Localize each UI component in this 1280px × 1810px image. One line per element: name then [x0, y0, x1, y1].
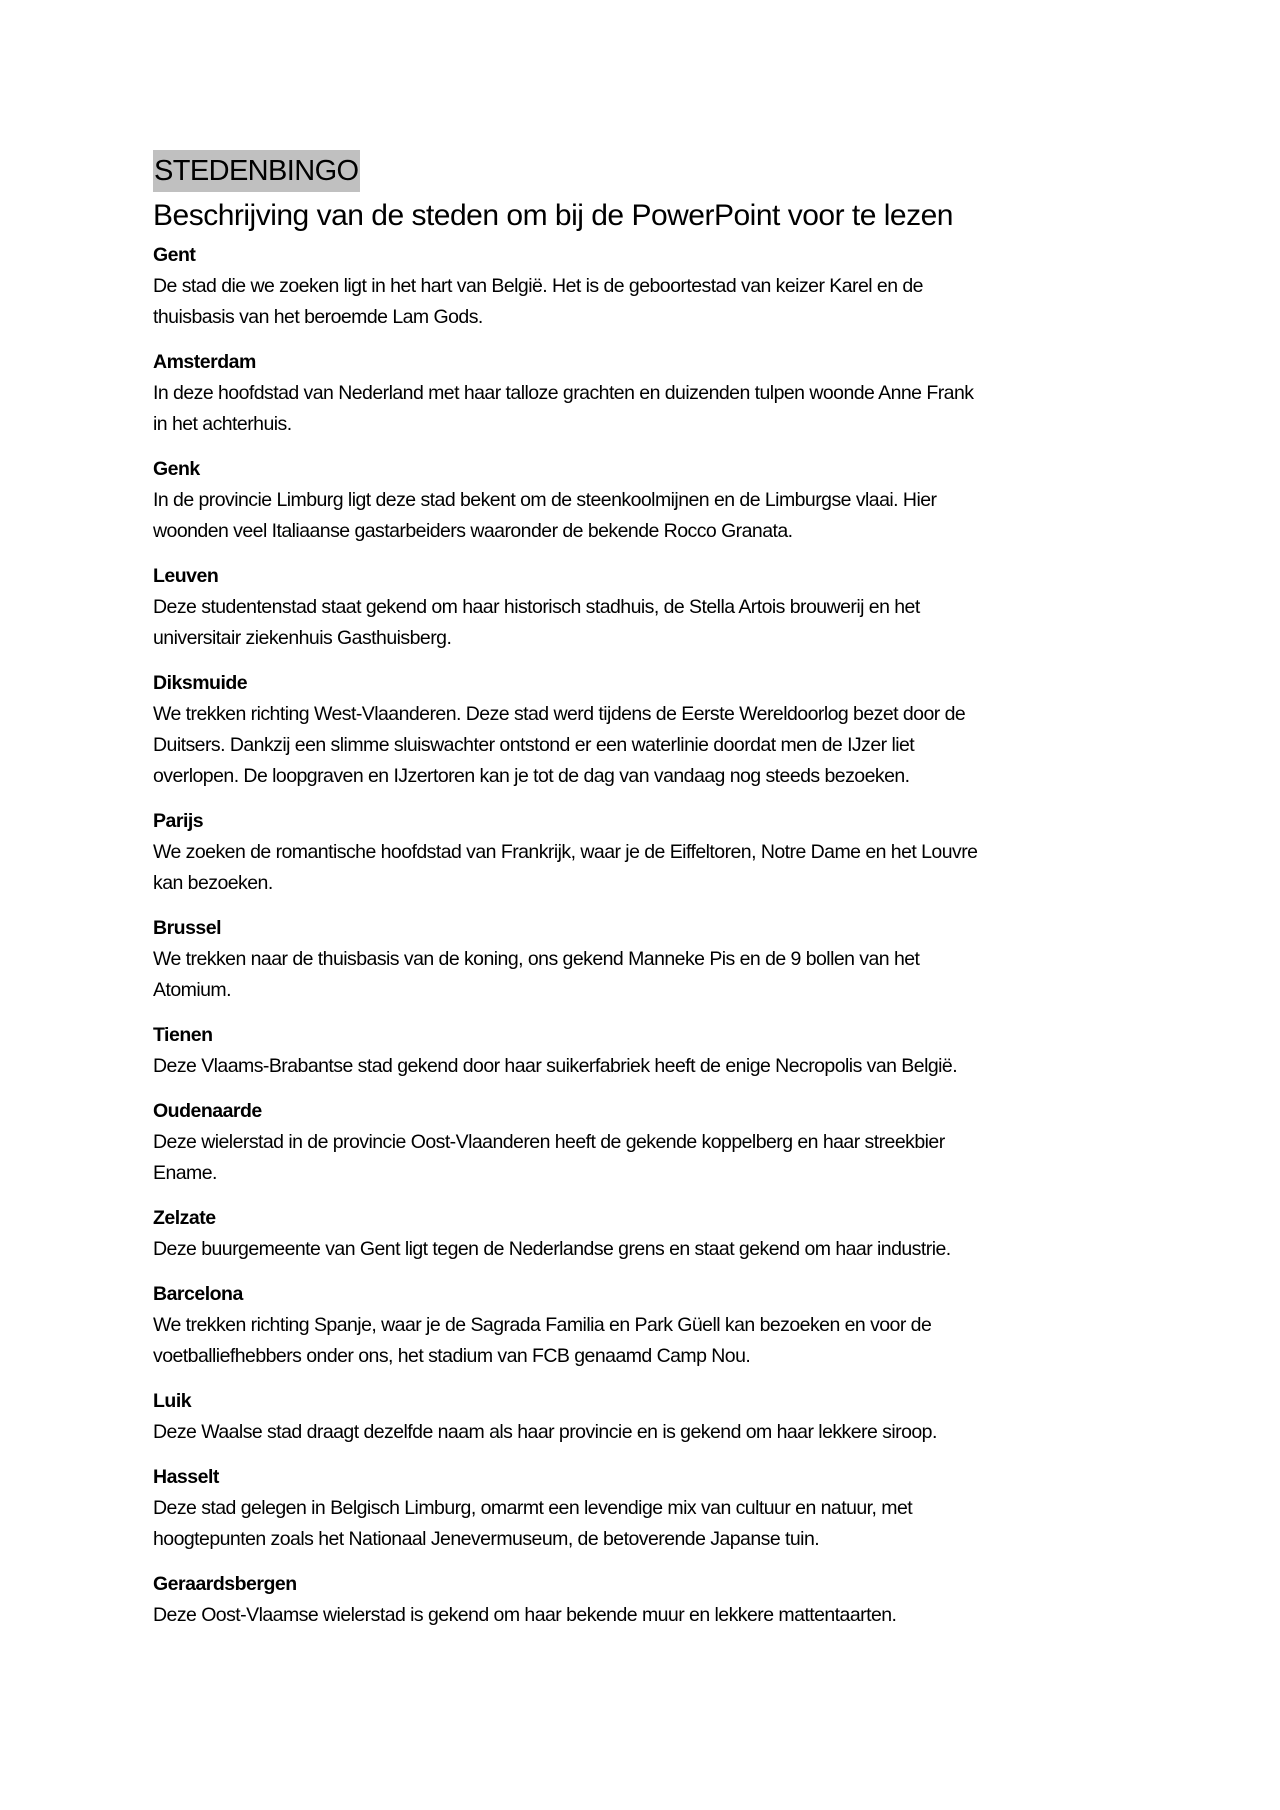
- description-line: Deze Vlaams-Brabantse stad gekend door haar suikerfabriek heeft de enige Necropolis van België.: [153, 1055, 958, 1077]
- description-line: We trekken richting West-Vlaanderen. Deze stad werd tijdens de Eerste Wereldoorlog bezet door de: [153, 703, 966, 725]
- city-description: [153, 1310, 1153, 1372]
- city-description: [153, 592, 1153, 654]
- description-line: De stad die we zoeken ligt in het hart van België. Het is de geboortestad van keizer Karel en de: [153, 275, 923, 297]
- city-heading: Geraardsbergen: [153, 1573, 297, 1595]
- city-description: [153, 1234, 1153, 1265]
- description-line: In de provincie Limburg ligt deze stad bekent om de steenkoolmijnen en de Limburgse vlaai. Hier: [153, 489, 937, 511]
- city-heading: Gent: [153, 244, 196, 266]
- city-section: [153, 1386, 1153, 1448]
- city-section: [153, 1203, 1153, 1265]
- city-description: [153, 1417, 1153, 1448]
- city-description: [153, 485, 1153, 547]
- city-description: [153, 1051, 1153, 1082]
- city-heading: Brussel: [153, 917, 222, 939]
- description-line: kan bezoeken.: [153, 872, 273, 894]
- document-subtitle: Beschrijving van de steden om bij de PowerPoint voor te lezen: [153, 199, 953, 232]
- description-line: We trekken naar de thuisbasis van de koning, ons gekend Manneke Pis en de 9 bollen van het: [153, 948, 920, 970]
- city-description: [153, 271, 1153, 333]
- city-heading: Hasselt: [153, 1466, 219, 1488]
- description-line: Deze Oost-Vlaamse wielerstad is gekend om haar bekende muur en lekkere mattentaarten.: [153, 1604, 897, 1626]
- description-line: Ename.: [153, 1162, 217, 1184]
- city-heading: Genk: [153, 458, 200, 480]
- city-heading: Barcelona: [153, 1283, 243, 1305]
- city-heading: Diksmuide: [153, 672, 248, 694]
- city-section: [153, 1279, 1153, 1372]
- description-line: thuisbasis van het beroemde Lam Gods.: [153, 306, 483, 328]
- city-section: [153, 806, 1153, 899]
- city-section: [153, 1462, 1153, 1555]
- city-heading: Parijs: [153, 810, 204, 832]
- description-line: in het achterhuis.: [153, 413, 292, 435]
- city-description: [153, 1493, 1153, 1555]
- description-line: We trekken richting Spanje, waar je de Sagrada Familia en Park Güell kan bezoeken en voor de: [153, 1314, 932, 1336]
- city-section: [153, 1569, 1153, 1631]
- city-description: [153, 1127, 1153, 1189]
- description-line: universitair ziekenhuis Gasthuisberg.: [153, 627, 452, 649]
- description-line: Deze Waalse stad draagt dezelfde naam als haar provincie en is gekend om haar lekkere siroop.: [153, 1421, 937, 1443]
- description-line: Deze wielerstad in de provincie Oost-Vlaanderen heeft de gekende koppelberg en haar streekbier: [153, 1131, 945, 1153]
- city-description: [153, 944, 1153, 1006]
- document-title: STEDENBINGO: [153, 150, 360, 192]
- city-section: [153, 1020, 1153, 1082]
- description-line: Atomium.: [153, 979, 231, 1001]
- description-line: hoogtepunten zoals het Nationaal Jenevermuseum, de betoverende Japanse tuin.: [153, 1528, 820, 1550]
- city-heading: Oudenaarde: [153, 1100, 262, 1122]
- title-row: [153, 150, 1153, 194]
- description-line: voetballiefhebbers onder ons, het stadium van FCB genaamd Camp Nou.: [153, 1345, 751, 1367]
- city-section: [153, 913, 1153, 1006]
- document-page: [153, 150, 1153, 1645]
- city-heading: Zelzate: [153, 1207, 216, 1229]
- city-description: [153, 837, 1153, 899]
- city-sections: [153, 240, 1153, 1631]
- city-description: [153, 1600, 1153, 1631]
- description-line: In deze hoofdstad van Nederland met haar talloze grachten en duizenden tulpen woonde Anne Frank: [153, 382, 974, 404]
- city-heading: Tienen: [153, 1024, 213, 1046]
- city-section: [153, 454, 1153, 547]
- description-line: We zoeken de romantische hoofdstad van Frankrijk, waar je de Eiffeltoren, Notre Dame en het Louvre: [153, 841, 978, 863]
- city-section: [153, 561, 1153, 654]
- description-line: overlopen. De loopgraven en IJzertoren kan je tot de dag van vandaag nog steeds bezoeken.: [153, 765, 910, 787]
- city-description: [153, 378, 1153, 440]
- city-section: [153, 668, 1153, 792]
- city-heading: Luik: [153, 1390, 192, 1412]
- city-heading: Amsterdam: [153, 351, 256, 373]
- description-line: woonden veel Italiaanse gastarbeiders waaronder de bekende Rocco Granata.: [153, 520, 793, 542]
- city-section: [153, 240, 1153, 333]
- description-line: Deze buurgemeente van Gent ligt tegen de Nederlandse grens en staat gekend om haar industrie.: [153, 1238, 951, 1260]
- city-section: [153, 347, 1153, 440]
- city-heading: Leuven: [153, 565, 219, 587]
- description-line: Deze studentenstad staat gekend om haar historisch stadhuis, de Stella Artois brouwerij en het: [153, 596, 920, 618]
- city-section: [153, 1096, 1153, 1189]
- city-description: [153, 699, 1153, 792]
- description-line: Deze stad gelegen in Belgisch Limburg, omarmt een levendige mix van cultuur en natuur, met: [153, 1497, 913, 1519]
- description-line: Duitsers. Dankzij een slimme sluiswachter ontstond er een waterlinie doordat men de IJzer liet: [153, 734, 915, 756]
